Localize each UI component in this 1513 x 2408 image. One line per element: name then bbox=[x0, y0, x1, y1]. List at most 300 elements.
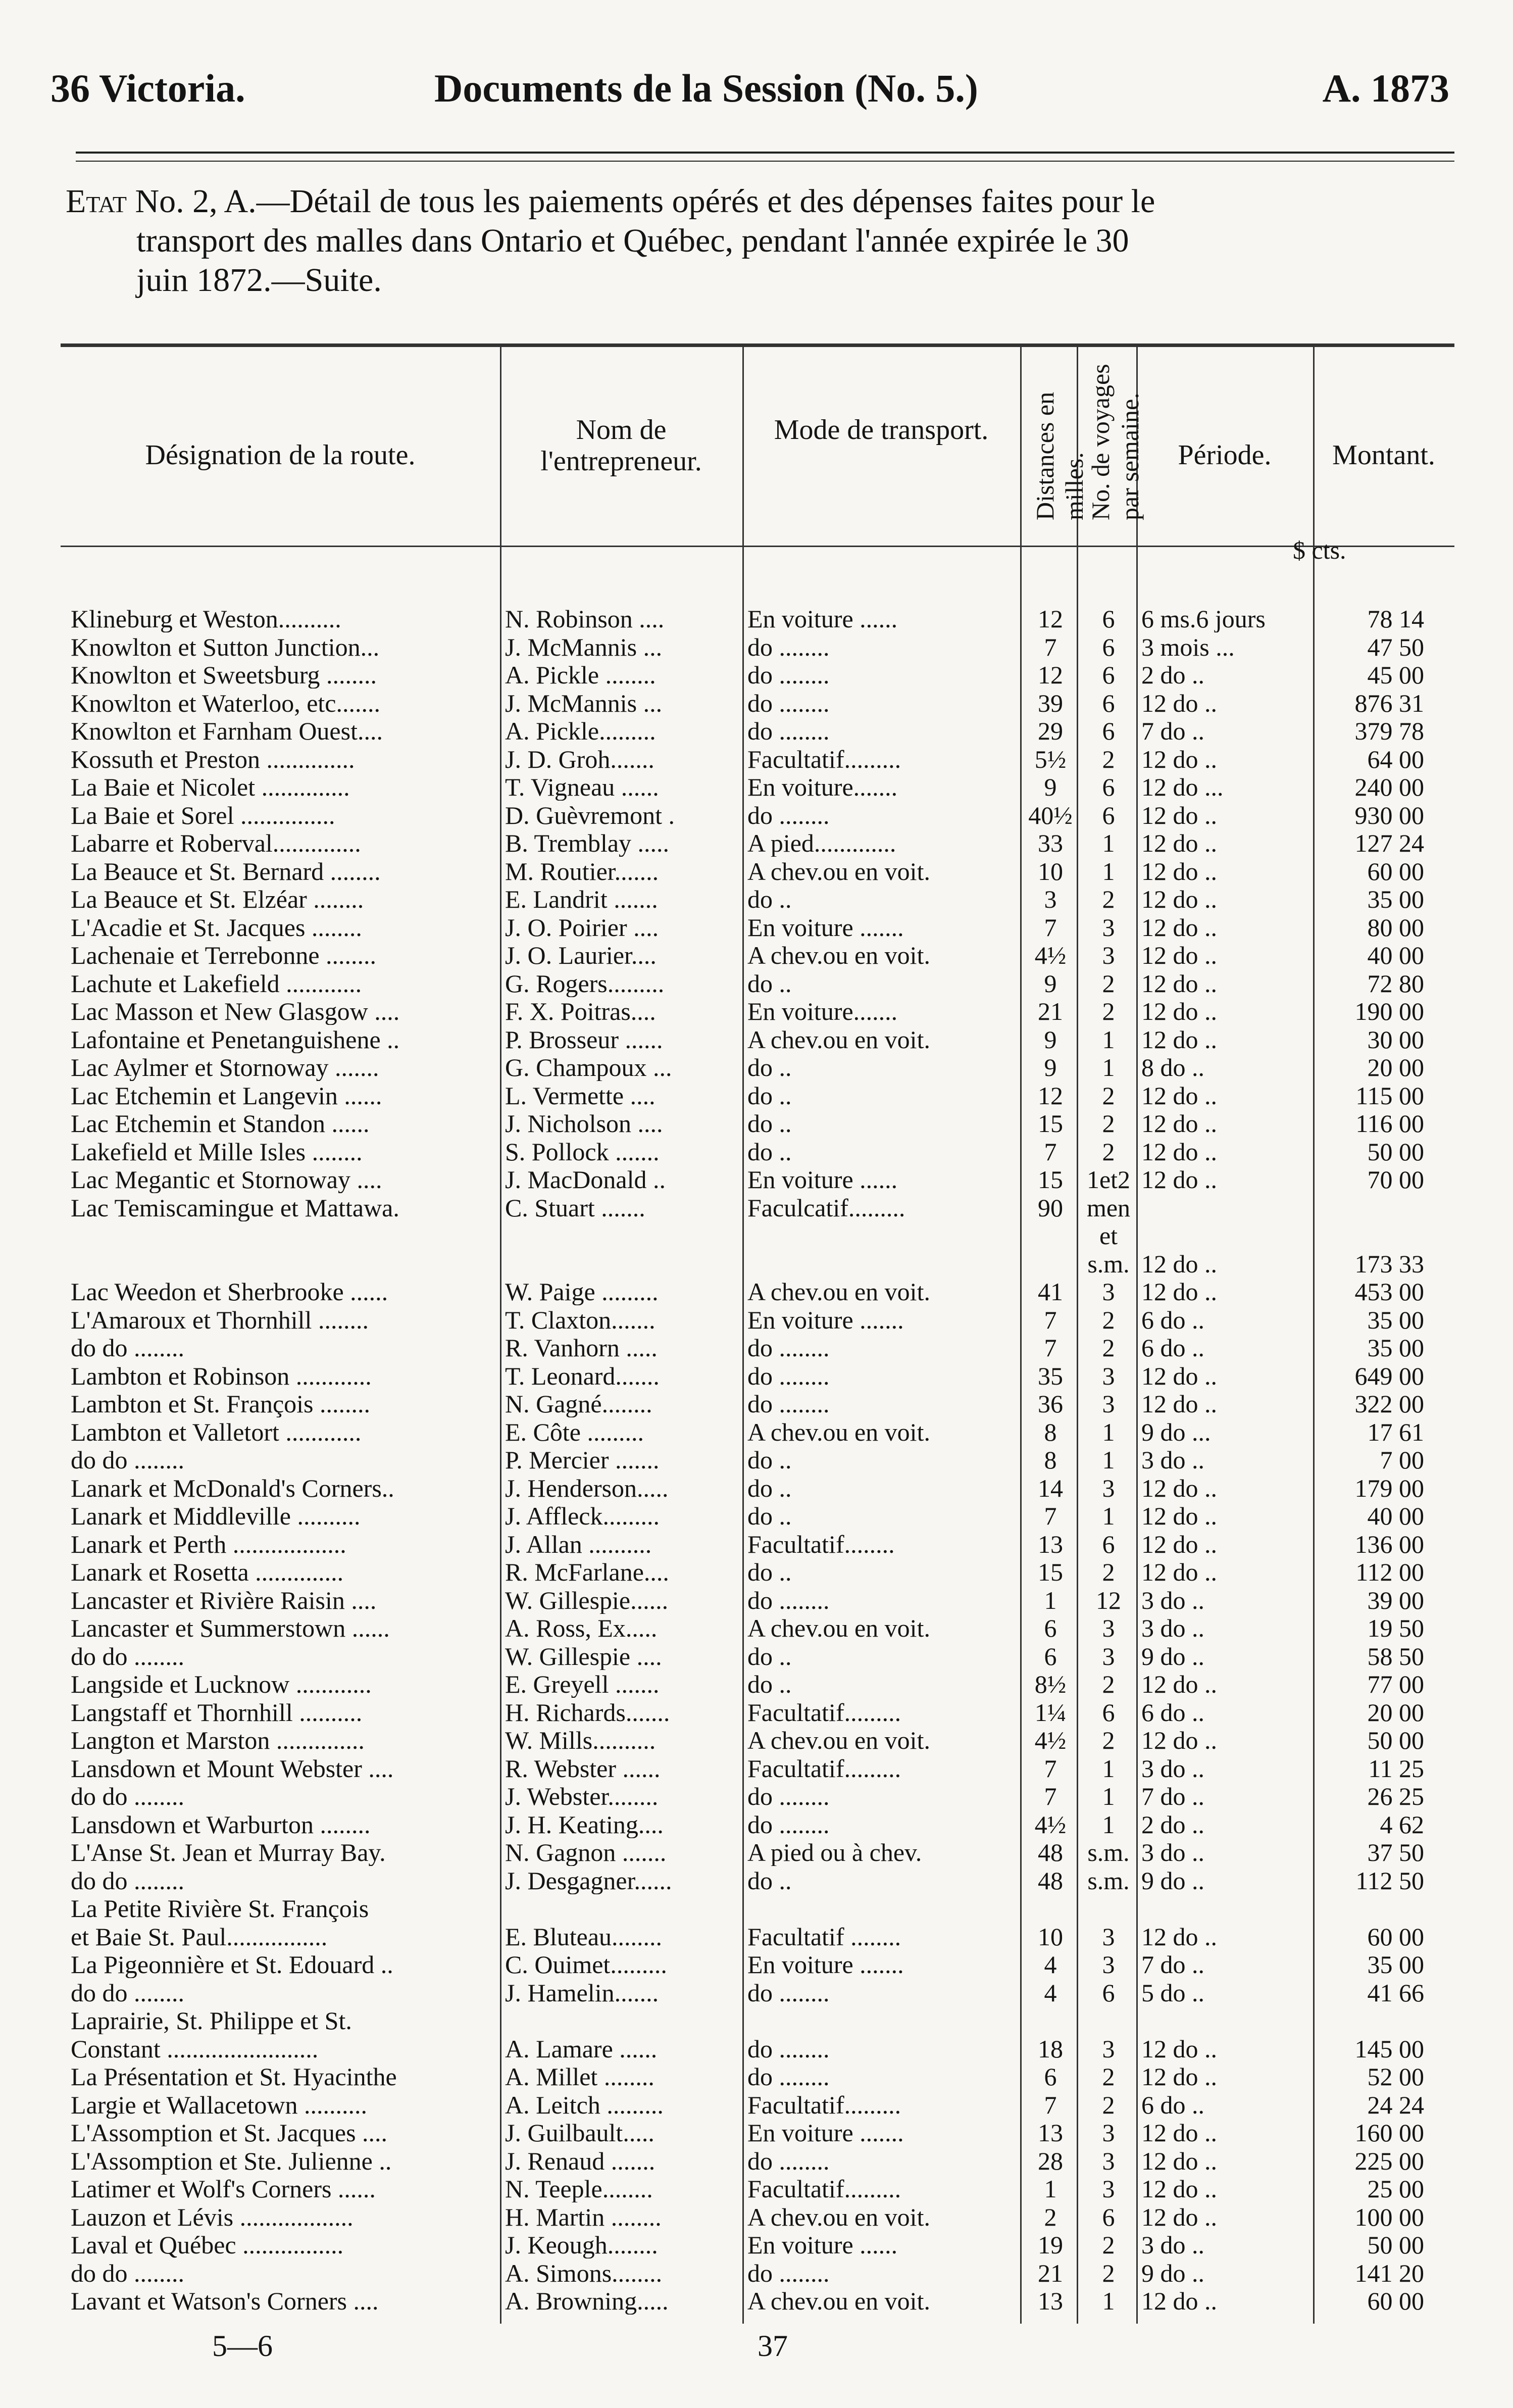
amount-cell: 50 00 bbox=[1367, 2231, 1424, 2258]
trips-cell: 3 bbox=[1102, 1390, 1115, 1417]
route-cell: Lauzon et Lévis .................. bbox=[71, 2203, 354, 2231]
contractor-cell: J. Nicholson .... bbox=[505, 1110, 663, 1137]
distance-cell: 39 bbox=[1038, 689, 1063, 717]
route-cell: Lavant et Watson's Corners .... bbox=[71, 2287, 379, 2315]
contractor-cell: A. Leitch ......... bbox=[505, 2091, 664, 2119]
distance-cell: 36 bbox=[1038, 1390, 1063, 1417]
mode-cell: do .. bbox=[747, 1110, 792, 1137]
period-cell: 3 mois ... bbox=[1141, 633, 1235, 661]
mode-cell: do ........ bbox=[747, 1810, 830, 1838]
amount-cell: 64 00 bbox=[1367, 745, 1424, 773]
distance-cell: 6 bbox=[1044, 1614, 1057, 1642]
amount-cell: 50 00 bbox=[1367, 1138, 1424, 1165]
route-cell: Kossuth et Preston .............. bbox=[71, 745, 355, 773]
period-cell: 3 do .. bbox=[1141, 1586, 1204, 1614]
trips-cell: 1 bbox=[1102, 2287, 1115, 2315]
trips-cell: 6 bbox=[1102, 773, 1115, 801]
document-title bbox=[66, 182, 1449, 300]
mode-cell: Facultatif......... bbox=[747, 745, 901, 773]
distance-cell: 7 bbox=[1044, 913, 1057, 941]
mode-cell: do .. bbox=[747, 1054, 792, 1081]
trips-cell: 2 bbox=[1102, 745, 1115, 773]
period-cell: 12 do .. bbox=[1141, 689, 1217, 717]
table-row bbox=[61, 1699, 1454, 1726]
trips-cell: 6 bbox=[1102, 633, 1115, 661]
period-cell: 3 do .. bbox=[1141, 2231, 1204, 2258]
amount-cell: 160 00 bbox=[1354, 2119, 1424, 2146]
amount-cell: 37 50 bbox=[1367, 1839, 1424, 1866]
trips-cell: 6 bbox=[1102, 1698, 1115, 1726]
distance-cell: 14 bbox=[1038, 1474, 1063, 1502]
table-row bbox=[61, 1026, 1454, 1053]
route-cell: Langton et Marston .............. bbox=[71, 1727, 365, 1754]
route-cell: Langstaff et Thornhill .......... bbox=[71, 1698, 363, 1726]
amount-cell: 190 00 bbox=[1354, 998, 1424, 1025]
period-cell: 2 do .. bbox=[1141, 1810, 1204, 1838]
route-cell: do do ........ bbox=[71, 1642, 184, 1670]
period-cell: 12 do .. bbox=[1141, 745, 1217, 773]
trips-cell: s.m. bbox=[1087, 1866, 1130, 1894]
table-row bbox=[61, 998, 1454, 1025]
route-cell: Langside et Lucknow ............ bbox=[71, 1670, 372, 1698]
route-cell: La Présentation et St. Hyacinthe bbox=[71, 2063, 397, 2090]
trips-cell: 3 bbox=[1102, 1614, 1115, 1642]
mode-cell: A chev.ou en voit. bbox=[747, 1278, 930, 1305]
route-cell: do do ........ bbox=[71, 2259, 184, 2287]
trips-cell: 2 bbox=[1102, 1334, 1115, 1361]
route-cell: L'Assomption et St. Jacques .... bbox=[71, 2119, 388, 2146]
distance-cell: 8½ bbox=[1034, 1670, 1067, 1698]
distance-cell: 7 bbox=[1044, 1502, 1057, 1530]
distance-cell: 7 bbox=[1044, 1754, 1057, 1782]
amount-cell: 58 50 bbox=[1367, 1642, 1424, 1670]
period-cell: 12 do .. bbox=[1141, 1502, 1217, 1530]
period-cell: 6 ms.6 jours bbox=[1141, 605, 1266, 632]
table-row bbox=[61, 829, 1454, 857]
period-cell: 12 do .. bbox=[1141, 1474, 1217, 1502]
route-cell: Lambton et St. François ........ bbox=[71, 1390, 370, 1417]
table-row bbox=[61, 605, 1454, 632]
trips-cell: 2 bbox=[1102, 2091, 1115, 2119]
contractor-cell: J. McMannis ... bbox=[505, 689, 663, 717]
period-cell: 7 do .. bbox=[1141, 1783, 1204, 1810]
route-cell: Knowlton et Sweetsburg ........ bbox=[71, 661, 377, 689]
mode-cell: En voiture....... bbox=[747, 998, 898, 1025]
period-cell: 3 do .. bbox=[1141, 1754, 1204, 1782]
route-cell: do do ........ bbox=[71, 1866, 184, 1894]
route-cell: L'Anse St. Jean et Murray Bay. bbox=[71, 1839, 386, 1866]
mode-cell: do ........ bbox=[747, 2147, 830, 2175]
route-cell: Lanark et Middleville .......... bbox=[71, 1502, 361, 1530]
trips-cell: 3 bbox=[1102, 1362, 1115, 1390]
route-cell: Lac Etchemin et Langevin ...... bbox=[71, 1082, 382, 1109]
mode-cell: do .. bbox=[747, 1558, 792, 1586]
distance-cell: 15 bbox=[1038, 1110, 1063, 1137]
trips-cell: 2 bbox=[1102, 2063, 1115, 2090]
distance-cell: 6 bbox=[1044, 1642, 1057, 1670]
amount-cell: 35 00 bbox=[1367, 1951, 1424, 1978]
table-row bbox=[61, 1054, 1454, 1081]
amount-cell: 112 00 bbox=[1355, 1558, 1424, 1586]
period-cell: 12 do .. bbox=[1141, 1390, 1217, 1417]
mode-cell: do .. bbox=[747, 1502, 792, 1530]
contractor-cell: A. Pickle......... bbox=[505, 717, 656, 745]
distance-cell: 18 bbox=[1038, 2035, 1063, 2062]
header-right: A. 1873 bbox=[1322, 66, 1449, 110]
table-row bbox=[61, 2231, 1454, 2258]
contractor-cell: B. Tremblay ..... bbox=[505, 829, 670, 857]
footer-left: 5—6 bbox=[212, 2329, 273, 2363]
mode-cell: En voiture ....... bbox=[747, 2119, 904, 2146]
table-row bbox=[61, 1222, 1454, 1249]
trips-cell: 1 bbox=[1102, 1502, 1115, 1530]
amount-cell: 40 00 bbox=[1367, 1502, 1424, 1530]
period-cell: 12 do ... bbox=[1141, 773, 1224, 801]
table-row bbox=[61, 1138, 1454, 1165]
mode-cell: do .. bbox=[747, 1670, 792, 1698]
route-cell: L'Assomption et Ste. Julienne .. bbox=[71, 2147, 392, 2175]
route-cell: Lambton et Valletort ............ bbox=[71, 1418, 362, 1446]
route-cell: Lac Aylmer et Stornoway ....... bbox=[71, 1054, 379, 1081]
amount-cell: 649 00 bbox=[1354, 1362, 1424, 1390]
contractor-cell: A. Browning..... bbox=[505, 2287, 669, 2315]
distance-cell: 9 bbox=[1044, 1054, 1057, 1081]
trips-cell: 6 bbox=[1102, 689, 1115, 717]
amount-cell: 141 20 bbox=[1354, 2259, 1424, 2287]
amount-cell: 24 24 bbox=[1367, 2091, 1424, 2119]
route-cell: Latimer et Wolf's Corners ...... bbox=[71, 2175, 376, 2202]
amount-cell: 7 00 bbox=[1380, 1446, 1424, 1473]
route-cell: Lansdown et Mount Webster .... bbox=[71, 1754, 394, 1782]
distance-cell: 7 bbox=[1044, 1334, 1057, 1361]
table-row bbox=[61, 2035, 1454, 2062]
contractor-cell: M. Routier....... bbox=[505, 857, 659, 885]
route-cell: Lac Masson et New Glasgow .... bbox=[71, 998, 400, 1025]
amount-cell: 60 00 bbox=[1367, 857, 1424, 885]
amount-cell: 45 00 bbox=[1367, 661, 1424, 689]
table-row bbox=[61, 1979, 1454, 2006]
route-cell: L'Acadie et St. Jacques ........ bbox=[71, 913, 362, 941]
amount-cell: 115 00 bbox=[1355, 1082, 1424, 1109]
distance-cell: 1¼ bbox=[1034, 1698, 1067, 1726]
amount-cell: 876 31 bbox=[1354, 689, 1424, 717]
distance-cell: 35 bbox=[1038, 1362, 1063, 1390]
amount-cell: 930 00 bbox=[1354, 801, 1424, 829]
distance-cell: 48 bbox=[1038, 1866, 1063, 1894]
mode-cell: A chev.ou en voit. bbox=[747, 1727, 930, 1754]
trips-cell: s.m. bbox=[1087, 1250, 1130, 1277]
route-cell: Constant ........................ bbox=[71, 2035, 319, 2062]
trips-cell: 1 bbox=[1102, 1446, 1115, 1473]
distance-cell: 12 bbox=[1038, 1082, 1063, 1109]
trips-cell: 3 bbox=[1102, 1923, 1115, 1950]
table-row bbox=[61, 1587, 1454, 1614]
table-row bbox=[61, 1082, 1454, 1109]
distance-cell: 7 bbox=[1044, 1783, 1057, 1810]
route-cell: Lakefield et Mille Isles ........ bbox=[71, 1138, 363, 1165]
period-cell: 12 do .. bbox=[1141, 829, 1217, 857]
distance-cell: 19 bbox=[1038, 2231, 1063, 2258]
contractor-cell: J. Renaud ....... bbox=[505, 2147, 655, 2175]
period-cell: 3 do .. bbox=[1141, 1839, 1204, 1866]
amount-cell: 225 00 bbox=[1354, 2147, 1424, 2175]
mode-cell: do ........ bbox=[747, 801, 830, 829]
distance-cell: 9 bbox=[1044, 1025, 1057, 1053]
amount-cell: 72 80 bbox=[1367, 969, 1424, 997]
period-cell: 12 do .. bbox=[1141, 1362, 1217, 1390]
route-cell: do do ........ bbox=[71, 1979, 184, 2006]
amount-cell: 40 00 bbox=[1367, 942, 1424, 969]
table-row bbox=[61, 717, 1454, 745]
route-cell: Knowlton et Waterloo, etc....... bbox=[71, 689, 380, 717]
distance-cell: 10 bbox=[1038, 1923, 1063, 1950]
contractor-cell: J. Allan .......... bbox=[505, 1530, 652, 1558]
table-row bbox=[61, 633, 1454, 661]
distance-cell: 13 bbox=[1038, 1530, 1063, 1558]
column-header-periode: Période. bbox=[1178, 439, 1272, 471]
contractor-cell: J. Desgagner...... bbox=[505, 1866, 672, 1894]
table-row bbox=[61, 1110, 1454, 1137]
period-cell: 12 do .. bbox=[1141, 1727, 1217, 1754]
table-row bbox=[61, 914, 1454, 941]
period-cell: 3 do .. bbox=[1141, 1614, 1204, 1642]
table-row bbox=[61, 1558, 1454, 1586]
trips-cell: 3 bbox=[1102, 2119, 1115, 2146]
table-row bbox=[61, 661, 1454, 689]
trips-cell: 2 bbox=[1102, 1727, 1115, 1754]
trips-cell: 2 bbox=[1102, 1306, 1115, 1334]
route-cell: Knowlton et Farnham Ouest.... bbox=[71, 717, 383, 745]
period-cell: 12 do .. bbox=[1141, 1670, 1217, 1698]
route-cell: Lac Megantic et Stornoway .... bbox=[71, 1166, 382, 1193]
trips-cell: 2 bbox=[1102, 1558, 1115, 1586]
mode-cell: do ........ bbox=[747, 2035, 830, 2062]
route-cell: Lansdown et Warburton ........ bbox=[71, 1810, 371, 1838]
mode-cell: A chev.ou en voit. bbox=[747, 2203, 930, 2231]
distance-cell: 21 bbox=[1038, 998, 1063, 1025]
period-cell: 12 do .. bbox=[1141, 1530, 1217, 1558]
contractor-cell: S. Pollock ....... bbox=[505, 1138, 660, 1165]
contractor-cell: N. Gagnon ....... bbox=[505, 1839, 667, 1866]
amount-cell: 136 00 bbox=[1354, 1530, 1424, 1558]
contractor-cell: J. Webster........ bbox=[505, 1783, 659, 1810]
route-cell: do do ........ bbox=[71, 1446, 184, 1473]
distance-cell: 7 bbox=[1044, 1306, 1057, 1334]
mode-cell: do ........ bbox=[747, 1362, 830, 1390]
contractor-cell: A. Simons........ bbox=[505, 2259, 663, 2287]
amount-cell: 145 00 bbox=[1354, 2035, 1424, 2062]
mode-cell: do ........ bbox=[747, 1334, 830, 1361]
trips-cell: 6 bbox=[1102, 717, 1115, 745]
route-cell: Lac Etchemin et Standon ...... bbox=[71, 1110, 370, 1137]
period-cell: 7 do .. bbox=[1141, 1951, 1204, 1978]
amount-cell: 453 00 bbox=[1354, 1278, 1424, 1305]
contractor-cell: J. McMannis ... bbox=[505, 633, 663, 661]
amount-cell: 39 00 bbox=[1367, 1586, 1424, 1614]
contractor-cell: E. Landrit ....... bbox=[505, 886, 658, 913]
amount-cell: 17 61 bbox=[1367, 1418, 1424, 1446]
route-cell: La Petite Rivière St. François bbox=[71, 1895, 369, 1922]
table-row bbox=[61, 2259, 1454, 2287]
mode-cell: do ........ bbox=[747, 633, 830, 661]
contractor-cell: C. Stuart ....... bbox=[505, 1194, 645, 1221]
contractor-cell: R. McFarlane.... bbox=[505, 1558, 669, 1586]
period-cell: 9 do ... bbox=[1141, 1418, 1211, 1446]
period-cell: 9 do .. bbox=[1141, 1642, 1204, 1670]
distance-cell: 28 bbox=[1038, 2147, 1063, 2175]
trips-cell: men bbox=[1086, 1194, 1131, 1221]
distance-cell: 13 bbox=[1038, 2119, 1063, 2146]
contractor-cell: N. Gagné........ bbox=[505, 1390, 652, 1417]
distance-cell: 8 bbox=[1044, 1418, 1057, 1446]
contractor-cell: T. Leonard....... bbox=[505, 1362, 660, 1390]
amount-cell: 47 50 bbox=[1367, 633, 1424, 661]
mode-cell: Facultatif......... bbox=[747, 1698, 901, 1726]
trips-cell: 1 bbox=[1102, 829, 1115, 857]
distance-cell: 29 bbox=[1038, 717, 1063, 745]
trips-cell: et bbox=[1099, 1222, 1118, 1249]
mode-cell: Faculcatif......... bbox=[747, 1194, 905, 1221]
distance-cell: 48 bbox=[1038, 1839, 1063, 1866]
mode-cell: do .. bbox=[747, 886, 792, 913]
contractor-cell: A. Pickle ........ bbox=[505, 661, 656, 689]
mode-cell: En voiture ...... bbox=[747, 605, 898, 632]
trips-cell: 2 bbox=[1102, 1670, 1115, 1698]
table-row bbox=[61, 1670, 1454, 1698]
table-row bbox=[61, 1334, 1454, 1361]
route-cell: Laval et Québec ................ bbox=[71, 2231, 344, 2258]
contractor-cell: T. Vigneau ...... bbox=[505, 773, 659, 801]
trips-cell: 3 bbox=[1102, 942, 1115, 969]
mode-cell: do .. bbox=[747, 969, 792, 997]
period-cell: 5 do .. bbox=[1141, 1979, 1204, 2006]
route-cell: Lac Weedon et Sherbrooke ...... bbox=[71, 1278, 388, 1305]
period-cell: 9 do .. bbox=[1141, 1866, 1204, 1894]
contractor-cell: L. Vermette .... bbox=[505, 1082, 655, 1109]
mode-cell: En voiture ...... bbox=[747, 2231, 898, 2258]
mode-cell: do ........ bbox=[747, 2063, 830, 2090]
title-line-2: transport des malles dans Ontario et Québec, pendant l'année expirée le 30 bbox=[136, 222, 1129, 259]
table-row bbox=[61, 942, 1454, 969]
amount-cell: 25 00 bbox=[1367, 2175, 1424, 2202]
trips-cell: s.m. bbox=[1087, 1839, 1130, 1866]
table-row bbox=[61, 1755, 1454, 1782]
route-cell: Lanark et McDonald's Corners.. bbox=[71, 1474, 394, 1502]
contractor-cell: D. Guèvremont . bbox=[505, 801, 675, 829]
amount-cell: 20 00 bbox=[1367, 1054, 1424, 1081]
amount-cell: 80 00 bbox=[1367, 913, 1424, 941]
period-cell: 6 do .. bbox=[1141, 1306, 1204, 1334]
distance-cell: 3 bbox=[1044, 886, 1057, 913]
amount-cell: 77 00 bbox=[1367, 1670, 1424, 1698]
header-rule bbox=[76, 152, 1454, 154]
contractor-cell: J. Henderson..... bbox=[505, 1474, 669, 1502]
trips-cell: 3 bbox=[1102, 1474, 1115, 1502]
column-header-voyages: No. de voyages par semaine. bbox=[1086, 364, 1144, 520]
contractor-cell: W. Gillespie...... bbox=[505, 1586, 669, 1614]
distance-cell: 6 bbox=[1044, 2063, 1057, 2090]
route-cell: Labarre et Roberval.............. bbox=[71, 829, 361, 857]
contractor-cell: G. Rogers......... bbox=[505, 969, 665, 997]
distance-cell: 4 bbox=[1044, 1979, 1057, 2006]
title-etat: Etat bbox=[66, 183, 127, 220]
trips-cell: 3 bbox=[1102, 2147, 1115, 2175]
contractor-cell: J. D. Groh....... bbox=[505, 745, 654, 773]
period-cell: 6 do .. bbox=[1141, 1698, 1204, 1726]
table-row bbox=[61, 2091, 1454, 2119]
trips-cell: 2 bbox=[1102, 969, 1115, 997]
amount-cell: 11 25 bbox=[1368, 1754, 1424, 1782]
period-cell: 9 do .. bbox=[1141, 2259, 1204, 2287]
mode-cell: En voiture ...... bbox=[747, 1166, 898, 1193]
contractor-cell: J. O. Poirier .... bbox=[505, 913, 659, 941]
mode-cell: A chev.ou en voit. bbox=[747, 1025, 930, 1053]
period-cell: 12 do .. bbox=[1141, 969, 1217, 997]
mode-cell: do ........ bbox=[747, 1390, 830, 1417]
trips-cell: 2 bbox=[1102, 886, 1115, 913]
period-cell: 12 do .. bbox=[1141, 1110, 1217, 1137]
trips-cell: 1 bbox=[1102, 1054, 1115, 1081]
contractor-cell: C. Ouimet......... bbox=[505, 1951, 667, 1978]
period-cell: 12 do .. bbox=[1141, 801, 1217, 829]
mode-cell: En voiture ....... bbox=[747, 1951, 904, 1978]
mode-cell: A pied ou à chev. bbox=[747, 1839, 922, 1866]
contractor-cell: E. Greyell ....... bbox=[505, 1670, 660, 1698]
trips-cell: 6 bbox=[1102, 1979, 1115, 2006]
mode-cell: do ........ bbox=[747, 717, 830, 745]
contractor-cell: G. Champoux ... bbox=[505, 1054, 672, 1081]
trips-cell: 3 bbox=[1102, 913, 1115, 941]
trips-cell: 1 bbox=[1102, 1810, 1115, 1838]
period-cell: 12 do .. bbox=[1141, 2203, 1217, 2231]
amount-cell: 240 00 bbox=[1354, 773, 1424, 801]
table-row bbox=[61, 2147, 1454, 2175]
trips-cell: 6 bbox=[1102, 801, 1115, 829]
table-row bbox=[61, 1502, 1454, 1530]
table-row bbox=[61, 1446, 1454, 1473]
period-cell: 12 do .. bbox=[1141, 1250, 1217, 1277]
distance-cell: 1 bbox=[1044, 2175, 1057, 2202]
contractor-cell: E. Côte ......... bbox=[505, 1418, 644, 1446]
route-cell: La Baie et Nicolet .............. bbox=[71, 773, 350, 801]
table-row bbox=[61, 1643, 1454, 1670]
table-row bbox=[61, 1614, 1454, 1642]
table-row bbox=[61, 1895, 1454, 1922]
contractor-cell: P. Brosseur ...... bbox=[505, 1025, 663, 1053]
trips-cell: 3 bbox=[1102, 1642, 1115, 1670]
period-cell: 3 do .. bbox=[1141, 1446, 1204, 1473]
period-cell: 12 do .. bbox=[1141, 1278, 1217, 1305]
table-row bbox=[61, 1783, 1454, 1810]
contractor-cell: W. Gillespie .... bbox=[505, 1642, 662, 1670]
period-cell: 12 do .. bbox=[1141, 2147, 1217, 2175]
route-cell: La Beauce et St. Bernard ........ bbox=[71, 857, 381, 885]
contractor-cell: N. Robinson .... bbox=[505, 605, 665, 632]
contractor-cell: R. Vanhorn ..... bbox=[505, 1334, 658, 1361]
column-header-entrepreneur: Nom de l'entrepreneur. bbox=[540, 414, 702, 477]
column-header-montant: Montant. bbox=[1332, 439, 1435, 471]
amount-cell: 50 00 bbox=[1367, 1727, 1424, 1754]
distance-cell: 12 bbox=[1038, 661, 1063, 689]
mode-cell: do ........ bbox=[747, 661, 830, 689]
contractor-cell: T. Claxton....... bbox=[505, 1306, 655, 1334]
mode-cell: Facultatif ........ bbox=[747, 1923, 901, 1950]
table-row bbox=[61, 2007, 1454, 2034]
contractor-cell: E. Bluteau........ bbox=[505, 1923, 663, 1950]
period-cell: 7 do .. bbox=[1141, 717, 1204, 745]
mode-cell: do .. bbox=[747, 1446, 792, 1473]
mode-cell: A chev.ou en voit. bbox=[747, 1614, 930, 1642]
